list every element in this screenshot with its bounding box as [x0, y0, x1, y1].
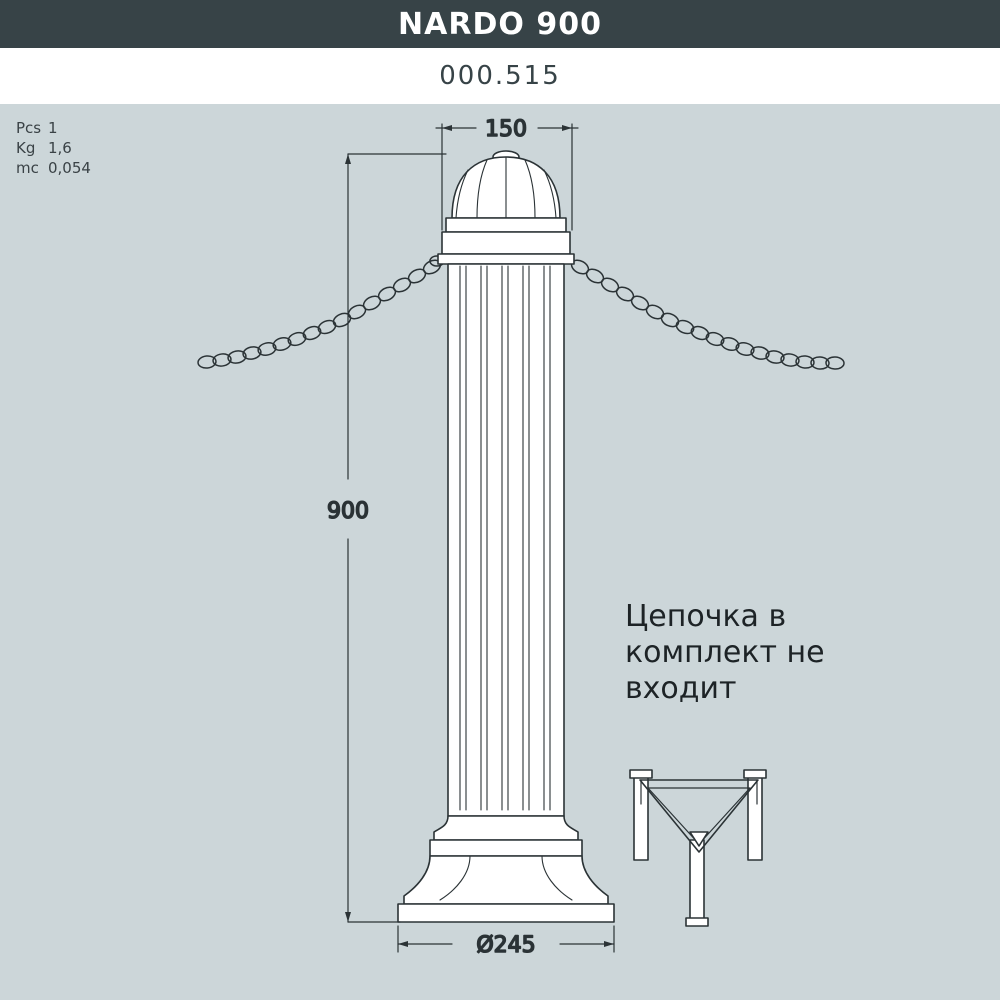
- decorative-chain-right: [569, 257, 844, 369]
- anchor-frame: [630, 770, 766, 926]
- dim-height-label: 900: [327, 499, 369, 524]
- decorative-chain-left: [197, 256, 444, 369]
- spec-row-pcs: [16, 118, 91, 138]
- subheader: [0, 48, 1000, 104]
- spec-row-kg: [16, 138, 91, 158]
- spec-row-mc: [16, 158, 91, 178]
- spec-key-pcs: Pcs: [16, 119, 42, 137]
- drawing-panel: [0, 104, 1000, 1000]
- technical-drawing: [0, 104, 1000, 1000]
- spec-key-kg: Kg: [16, 139, 36, 157]
- spec-value-pcs: 1: [48, 119, 58, 137]
- dim-top-width-label: 150: [485, 117, 527, 142]
- spec-value-kg: 1,6: [48, 139, 72, 157]
- product-code: 000.515: [439, 61, 561, 91]
- chain-not-included-note: Цепочка в комплект не входит: [625, 599, 825, 706]
- bollard-nardo-900: [398, 151, 614, 922]
- dim-base-diameter-label: Ø245: [476, 933, 536, 958]
- page-title: NARDO 900: [398, 6, 602, 42]
- spec-block: [16, 118, 91, 178]
- header-bar: [0, 0, 1000, 48]
- spec-key-mc: mc: [16, 159, 39, 177]
- spec-value-mc: 0,054: [48, 159, 91, 177]
